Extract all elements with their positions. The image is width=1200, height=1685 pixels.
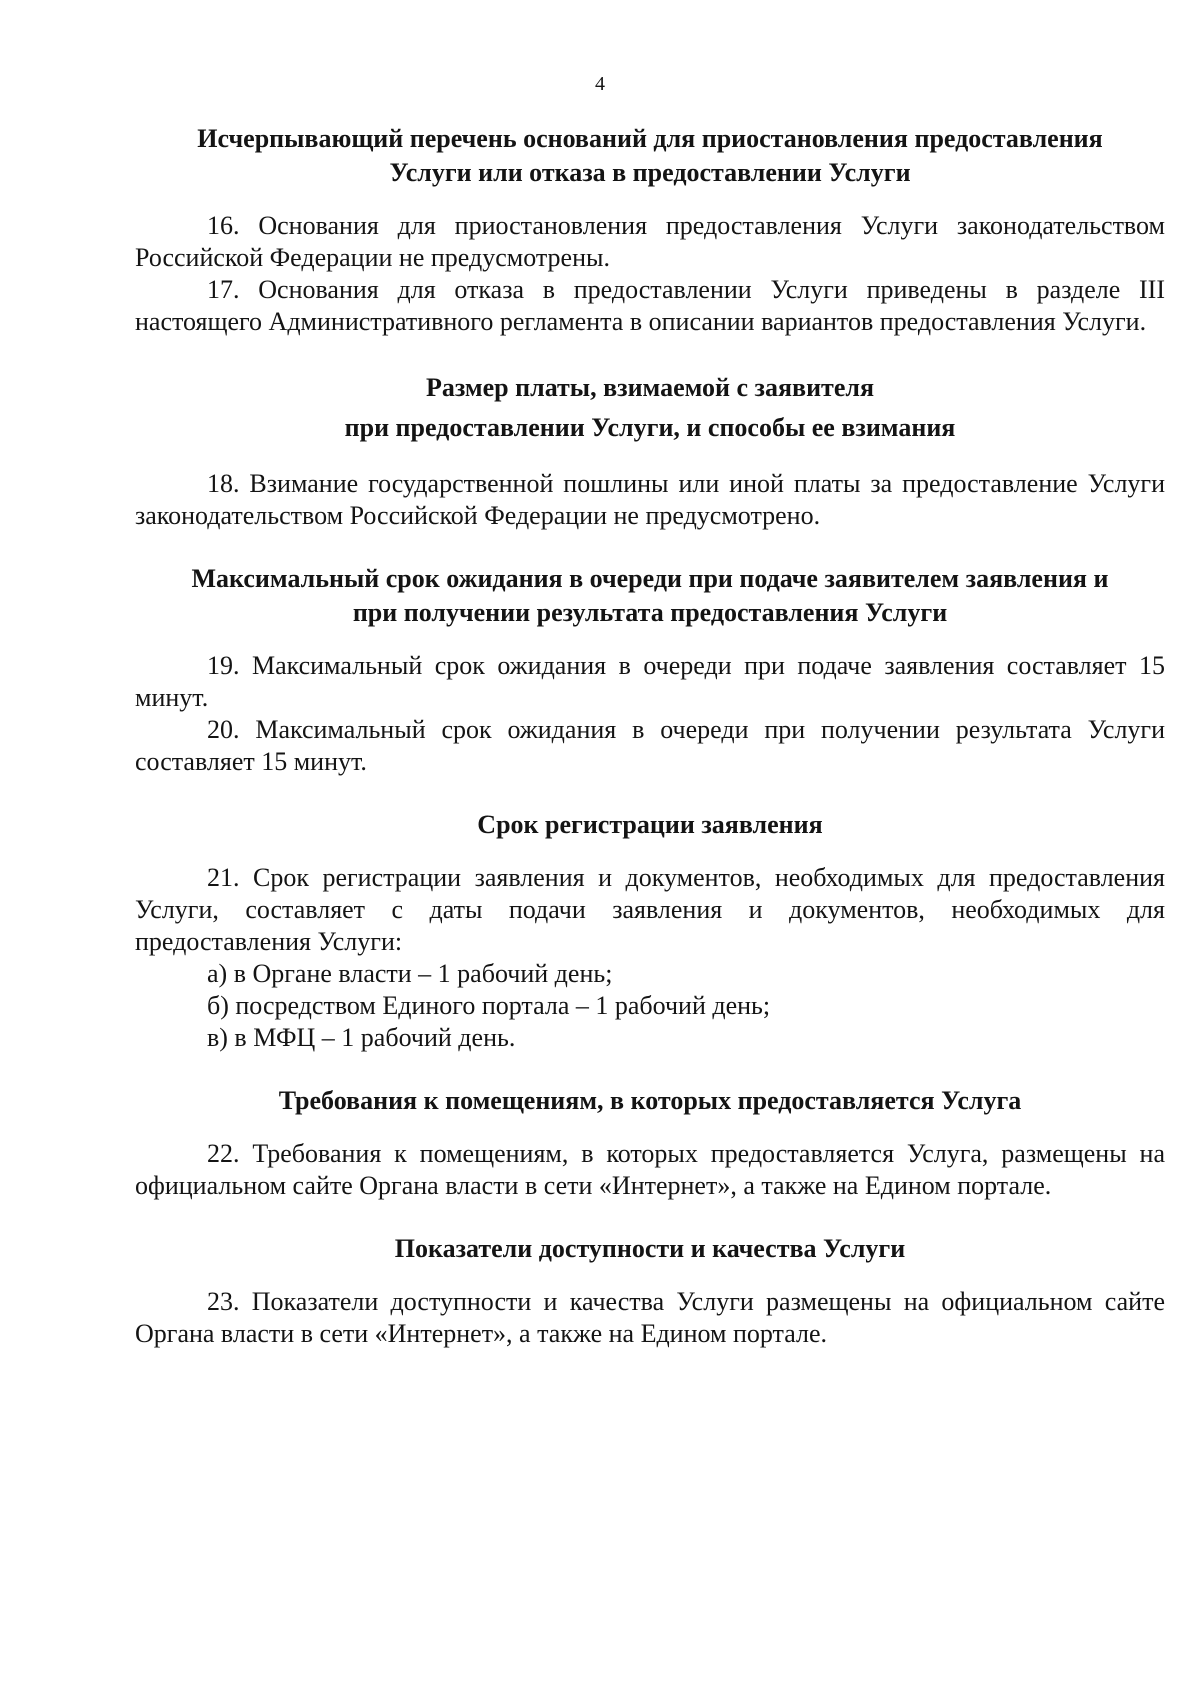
- list-item: а) в Органе власти – 1 рабочий день;: [207, 959, 613, 988]
- heading-line: Срок регистрации заявления: [477, 810, 823, 839]
- heading-line: Максимальный срок ожидания в очереди при подаче заявителем заявления и: [191, 564, 1109, 593]
- section-queue-time: [135, 562, 1165, 778]
- heading-line: Требования к помещениям, в которых предоставляется Услуга: [278, 1086, 1022, 1115]
- section-registration-time: [135, 808, 1165, 1054]
- section-heading: [135, 1232, 1165, 1266]
- section-quality-indicators: [135, 1232, 1165, 1350]
- section-heading: [135, 122, 1165, 190]
- section-premises-requirements: [135, 1084, 1165, 1202]
- heading-line: Размер платы, взимаемой с заявителя: [425, 373, 875, 402]
- paragraph-23: 23. Показатели доступности и качества Услуги размещены на официальном сайте Органа власти в сети «Интернет», а также на Едином портале.: [135, 1287, 1165, 1348]
- document-body: [135, 122, 1165, 1350]
- section-suspension-grounds: [135, 122, 1165, 338]
- section-heading: [135, 808, 1165, 842]
- paragraph-17: 17. Основания для отказа в предоставлении Услуги приведены в разделе III настоящего Административного регламента в описании вариантов предоставления Услуги.: [135, 275, 1165, 336]
- list-item: в) в МФЦ – 1 рабочий день.: [207, 1023, 516, 1052]
- heading-line: Исчерпывающий перечень оснований для приостановления предоставления: [197, 124, 1103, 153]
- paragraph-21: 21. Срок регистрации заявления и документов, необходимых для предоставления Услуги, составляет с даты подачи заявления и документов, необходимых для предоставления Услуги:: [135, 863, 1165, 956]
- paragraph-20: 20. Максимальный срок ожидания в очереди при получении результата Услуги составляет 15 минут.: [135, 715, 1165, 776]
- list-item: б) посредством Единого портала – 1 рабочий день;: [207, 991, 771, 1020]
- paragraph-18: 18. Взимание государственной пошлины или иной платы за предоставление Услуги законодательством Российской Федерации не предусмотрено.: [135, 469, 1165, 530]
- heading-line: Услуги или отказа в предоставлении Услуги: [389, 158, 911, 187]
- heading-line: Показатели доступности и качества Услуги: [394, 1234, 906, 1263]
- section-heading: [135, 368, 1165, 448]
- paragraph-16: 16. Основания для приостановления предоставления Услуги законодательством Российской Федерации не предусмотрены.: [135, 211, 1165, 272]
- paragraph-22: 22. Требования к помещениям, в которых предоставляется Услуга, размещены на официальном сайте Органа власти в сети «Интернет», а также на Едином портале.: [135, 1139, 1165, 1200]
- heading-line: при получении результата предоставления Услуги: [352, 598, 948, 627]
- heading-line: при предоставлении Услуги, и способы ее взимания: [344, 413, 956, 442]
- page-number: 4: [595, 73, 605, 95]
- section-heading: [135, 1084, 1165, 1118]
- section-fee: [135, 368, 1165, 532]
- section-heading: [135, 562, 1165, 630]
- paragraph-19: 19. Максимальный срок ожидания в очереди при подаче заявления составляет 15 минут.: [135, 651, 1165, 712]
